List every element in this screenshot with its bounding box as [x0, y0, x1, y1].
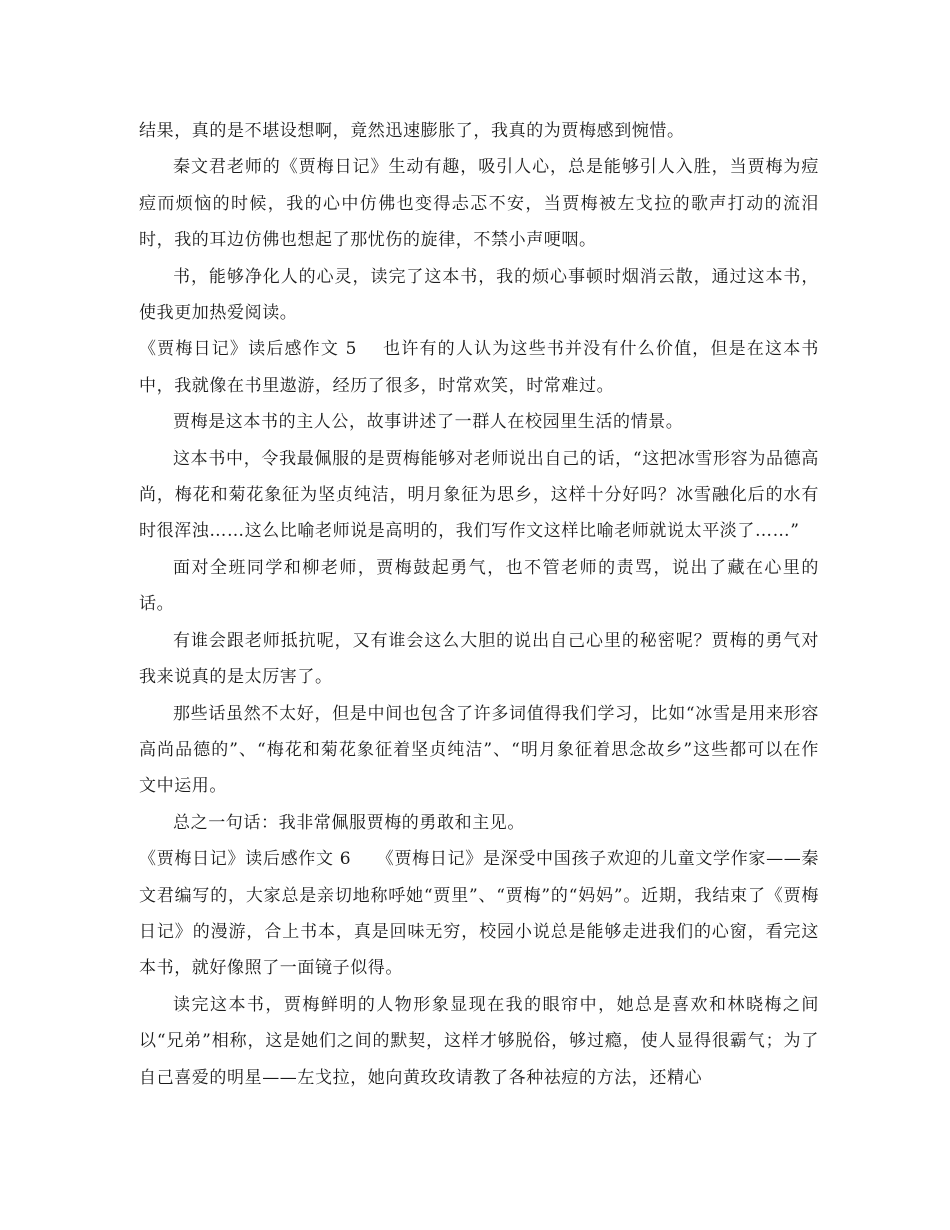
- paragraph-3: 书，能够净化人的心灵，读完了这本书，我的烦心事顿时烟消云散，通过这本书，使我更加热爱阅读。: [139, 266, 819, 324]
- paragraph-5: 贾梅是这本书的主人公，故事讲述了一群人在校园里生活的情景。: [173, 412, 684, 433]
- section-heading-5: 《贾梅日记》读后感作文 5: [139, 339, 358, 360]
- paragraph-1: 结果，真的是不堪设想啊，竟然迅速膨胀了，我真的为贾梅感到惋惜。: [139, 121, 685, 141]
- paragraph-7: 面对全班同学和柳老师，贾梅鼓起勇气，也不管老师的责骂，说出了藏在心里的话。: [139, 557, 819, 615]
- paragraph-11: [139, 841, 819, 987]
- paragraph-4: [139, 331, 819, 404]
- paragraph-8: 有谁会跟老师抵抗呢，又有谁会这么大胆的说出自己心里的秘密呢？贾梅的勇气对我来说真的是太厉害了。: [139, 630, 819, 688]
- paragraph-10: 总之一句话：我非常佩服贾梅的勇敢和主见。: [173, 812, 525, 833]
- paragraph-6: 这本书中，令我最佩服的是贾梅能够对老师说出自己的话，“这把冰雪形容为品德高尚，梅花和菊花象征为坚贞纯洁，明月象征为思乡，这样十分好吗？冰雪融化后的水有时很浑浊……这么比喻老师说是高明的，我们写作文这样比喻老师就说太平淡了……”: [139, 448, 819, 542]
- paragraph-4-text: 也许有的人认为这些书并没有什么价值，但是在这本书中，我就像在书里遨游，经历了很多，时常欢笑，时常难过。: [139, 339, 819, 396]
- paragraph-12: 读完这本书，贾梅鲜明的人物形象显现在我的眼帘中，她总是喜欢和林晓梅之间以“兄弟”相称，这是她们之间的默契，这样才够脱俗，够过瘾，使人显得很霸气；为了自己喜爱的明星——左戈拉，她向黄玫玫请教了各种祛痘的方法，还精心: [139, 994, 819, 1088]
- paragraph-2: 秦文君老师的《贾梅日记》生动有趣，吸引人心，总是能够引人入胜，当贾梅为痘痘而烦恼的时候，我的心中仿佛也变得忐忑不安，当贾梅被左戈拉的歌声打动的流泪时，我的耳边仿佛也想起了那忧伤的旋律，不禁小声哽咽。: [139, 157, 819, 251]
- paragraph-9: 那些话虽然不太好，但是中间也包含了许多词值得我们学习，比如“冰雪是用来形容高尚品德的”、“梅花和菊花象征着坚贞纯洁”、“明月象征着思念故乡”这些都可以在作文中运用。: [139, 703, 819, 797]
- section-heading-6: 《贾梅日记》读后感作文 6: [139, 849, 352, 870]
- paragraph-11-text: 《贾梅日记》是深受中国孩子欢迎的儿童文学作家——秦文君编写的，大家总是亲切地称呼她“贾里”、“贾梅”的“妈妈”。近期，我结束了《贾梅日记》的漫游，合上书本，真是回味无穷，校园小说总是能够走进我们的心窗，看完这本书，就好像照了一面镜子似得。: [139, 849, 819, 979]
- document-body: [139, 113, 819, 1096]
